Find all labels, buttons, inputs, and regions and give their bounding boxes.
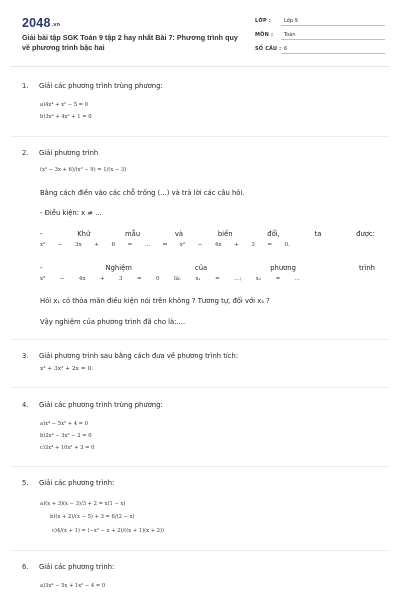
equation-5b: b)(x + 2)/(x − 5) + 3 = 6/(2 − x): [50, 514, 135, 520]
divider: [10, 136, 390, 137]
divider: [10, 466, 390, 467]
equation-3: x³ + 3x² + 2x = 0.: [40, 366, 93, 372]
equation-1a: a)4x⁴ + x² − 5 = 0: [40, 102, 88, 108]
question-text: Giải phương trình: [39, 149, 99, 157]
question-number: 4.: [22, 401, 29, 409]
question-text: Giải các phương trình:: [39, 479, 115, 487]
equation-4a: a)x⁴ − 5x² + 4 = 0: [40, 421, 88, 427]
question-number: 2.: [22, 149, 29, 157]
question-number: 5.: [22, 479, 29, 487]
question-text: Giải phương trình sau bằng cách đưa về phương trình tích:: [39, 352, 239, 360]
equation-5c: c)4/(x + 1) = (−x² − x + 2)/((x + 1)(x + 2)): [52, 528, 165, 534]
equation-6a: a)3x⁴ − 5x + 1x² − 4 = 0: [40, 583, 106, 589]
condition: - Điều kiện: x ≠ ...: [40, 209, 102, 217]
question-text: Giải các phương trình:: [39, 563, 115, 571]
equation-4c: c)3x⁴ + 10x² + 3 = 0: [40, 445, 95, 451]
divider: [10, 339, 390, 340]
question-number: 1.: [22, 82, 29, 90]
fill-row-1: - Khử mẫu và biến đổi, ta được:: [40, 230, 375, 238]
header-divider: [10, 66, 390, 67]
divider: [10, 550, 390, 551]
fill-row-2: - Nghiệm của phương trình: [40, 264, 375, 272]
equation-1b: b)3x⁴ + 4x² + 1 = 0: [40, 114, 92, 120]
equation-5a: a)(x + 3)(x − 3)/3 + 2 = x(1 − x): [40, 501, 126, 507]
instruction: Bằng cách điền vào các chỗ trống (...) và trả lời các câu hỏi.: [40, 189, 245, 197]
question-number: 3.: [22, 352, 29, 360]
document-header: 2048.vn Giải bài tập SGK Toán 9 tập 2 hay nhất Bài 7: Phương trình quy về phương trình bậc hai LỚP : Lớp 9 MÔN : Toán SỐ CÂU : 6: [0, 0, 400, 68]
sub-question: Hỏi x₁ có thỏa mãn điều kiện nói trên không ? Tương tự, đối với x₂ ?: [40, 297, 270, 305]
question-number: 6.: [22, 563, 29, 571]
equation-2: (x² − 3x + 6)/(x² − 9) = 1/(x − 3): [40, 167, 127, 173]
question-text: Giải các phương trình trùng phương:: [39, 401, 163, 409]
equation-4b: b)2x⁴ − 3x² − 2 = 0: [40, 433, 92, 439]
question-text: Giải các phương trình trùng phương:: [39, 82, 163, 90]
document-title: Giải bài tập SGK Toán 9 tập 2 hay nhất Bài 7: Phương trình quy về phương trình bậc hai: [22, 33, 238, 52]
fill-row-2-math: x² − 4x + 3 = 0 là: x₁ = ...; x₂ = ...: [40, 276, 300, 282]
fill-row-1-math: x² − 3x + 6 = ... ⇔ x² − 4x + 3 = 0.: [40, 242, 290, 248]
divider: [10, 387, 390, 388]
site-logo[interactable]: 2048.vn: [22, 16, 61, 30]
conclusion: Vậy nghiệm của phương trình đã cho là:....: [40, 318, 186, 326]
